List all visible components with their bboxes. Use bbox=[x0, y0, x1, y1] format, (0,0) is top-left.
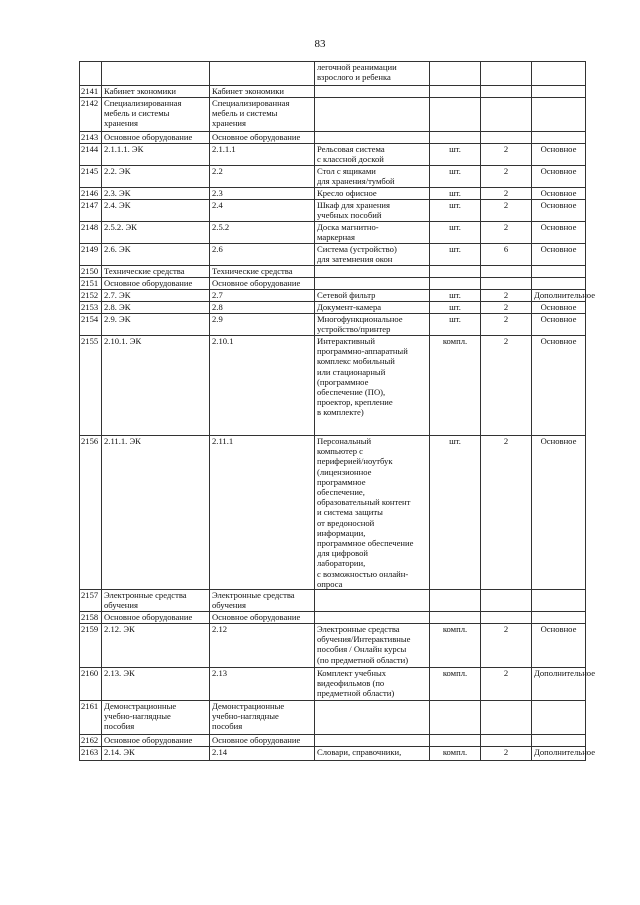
cell-name: Персональный компьютер с периферией/ноутбук (лицензионное программное обеспечение, образовательный контент и система защиты от вредоносной информации, программное обеспечение для цифровой лаборатории, с возможностью онлайн- опроса bbox=[315, 436, 430, 590]
cell-unit: шт. bbox=[430, 166, 481, 188]
cell-name: легочной реанимации взрослого и ребенка bbox=[315, 62, 430, 86]
table-row bbox=[80, 132, 586, 144]
cell-type bbox=[532, 62, 586, 86]
cell-name bbox=[315, 701, 430, 735]
table-row bbox=[80, 200, 586, 222]
cell-unit bbox=[430, 266, 481, 278]
cell-code: Специализированная мебель и системы хранения bbox=[102, 98, 210, 132]
cell-section: 2.1.1.1 bbox=[210, 144, 315, 166]
cell-qty: 2 bbox=[481, 624, 532, 668]
cell-unit bbox=[430, 132, 481, 144]
cell-unit bbox=[430, 98, 481, 132]
cell-section bbox=[210, 62, 315, 86]
cell-qty: 2 bbox=[481, 188, 532, 200]
cell-section: Основное оборудование bbox=[210, 132, 315, 144]
cell-code: Демонстрационные учебно-наглядные пособия bbox=[102, 701, 210, 735]
cell-unit: шт. bbox=[430, 188, 481, 200]
cell-name: Система (устройство) для затемнения окон bbox=[315, 244, 430, 266]
cell-name: Стол с ящиками для хранения/тумбой bbox=[315, 166, 430, 188]
cell-type bbox=[532, 98, 586, 132]
cell-qty bbox=[481, 98, 532, 132]
cell-num: 2143 bbox=[80, 132, 102, 144]
cell-type: Основное bbox=[532, 222, 586, 244]
cell-unit bbox=[430, 590, 481, 612]
table-row bbox=[80, 244, 586, 266]
cell-code: Технические средства bbox=[102, 266, 210, 278]
cell-unit: шт. bbox=[430, 144, 481, 166]
cell-type: Основное bbox=[532, 144, 586, 166]
cell-unit: шт. bbox=[430, 314, 481, 336]
cell-code: Электронные средства обучения bbox=[102, 590, 210, 612]
cell-type: Основное bbox=[532, 624, 586, 668]
cell-type bbox=[532, 701, 586, 735]
page-number: 83 bbox=[314, 38, 326, 50]
cell-unit bbox=[430, 612, 481, 624]
cell-qty: 2 bbox=[481, 302, 532, 314]
cell-num: 2156 bbox=[80, 436, 102, 590]
cell-code: Основное оборудование bbox=[102, 132, 210, 144]
cell-code bbox=[102, 62, 210, 86]
cell-name bbox=[315, 266, 430, 278]
table-row bbox=[80, 86, 586, 98]
cell-section: Основное оборудование bbox=[210, 612, 315, 624]
cell-unit bbox=[430, 62, 481, 86]
cell-num: 2147 bbox=[80, 200, 102, 222]
cell-name: Шкаф для хранения учебных пособий bbox=[315, 200, 430, 222]
cell-code: 2.7. ЭК bbox=[102, 290, 210, 302]
cell-type: Основное bbox=[532, 166, 586, 188]
cell-type bbox=[532, 132, 586, 144]
cell-section: 2.14 bbox=[210, 747, 315, 761]
cell-qty: 2 bbox=[481, 144, 532, 166]
cell-code: 2.10.1. ЭК bbox=[102, 336, 210, 436]
cell-section: Специализированная мебель и системы хранения bbox=[210, 98, 315, 132]
cell-section: 2.10.1 bbox=[210, 336, 315, 436]
cell-code: Основное оборудование bbox=[102, 735, 210, 747]
cell-section: 2.2 bbox=[210, 166, 315, 188]
cell-section: 2.5.2 bbox=[210, 222, 315, 244]
table-row bbox=[80, 701, 586, 735]
cell-code: 2.11.1. ЭК bbox=[102, 436, 210, 590]
cell-qty bbox=[481, 701, 532, 735]
cell-name bbox=[315, 98, 430, 132]
cell-unit: шт. bbox=[430, 436, 481, 590]
cell-type bbox=[532, 266, 586, 278]
cell-qty bbox=[481, 62, 532, 86]
cell-code: 2.5.2. ЭК bbox=[102, 222, 210, 244]
cell-section: 2.9 bbox=[210, 314, 315, 336]
cell-qty bbox=[481, 86, 532, 98]
cell-code: 2.6. ЭК bbox=[102, 244, 210, 266]
cell-num: 2157 bbox=[80, 590, 102, 612]
table-row bbox=[80, 336, 586, 436]
cell-num: 2161 bbox=[80, 701, 102, 735]
cell-unit: шт. bbox=[430, 302, 481, 314]
cell-qty: 2 bbox=[481, 747, 532, 761]
cell-section: Основное оборудование bbox=[210, 735, 315, 747]
table-row bbox=[80, 144, 586, 166]
table-row bbox=[80, 98, 586, 132]
cell-unit: компл. bbox=[430, 624, 481, 668]
cell-type: Основное bbox=[532, 188, 586, 200]
cell-num: 2145 bbox=[80, 166, 102, 188]
cell-qty: 2 bbox=[481, 222, 532, 244]
cell-section: 2.3 bbox=[210, 188, 315, 200]
table-row bbox=[80, 266, 586, 278]
cell-name: Комплект учебных видеофильмов (по предметной области) bbox=[315, 668, 430, 701]
cell-name bbox=[315, 612, 430, 624]
table-row bbox=[80, 188, 586, 200]
cell-unit: шт. bbox=[430, 290, 481, 302]
cell-num: 2148 bbox=[80, 222, 102, 244]
cell-name: Документ-камера bbox=[315, 302, 430, 314]
cell-unit bbox=[430, 86, 481, 98]
cell-num: 2149 bbox=[80, 244, 102, 266]
cell-type: Основное bbox=[532, 200, 586, 222]
cell-num: 2159 bbox=[80, 624, 102, 668]
cell-code: 2.4. ЭК bbox=[102, 200, 210, 222]
cell-type: Основное bbox=[532, 336, 586, 436]
cell-type bbox=[532, 278, 586, 290]
cell-name bbox=[315, 132, 430, 144]
cell-type bbox=[532, 612, 586, 624]
cell-section: 2.12 bbox=[210, 624, 315, 668]
cell-num: 2154 bbox=[80, 314, 102, 336]
table-row bbox=[80, 278, 586, 290]
equipment-table bbox=[79, 61, 596, 761]
cell-type: Основное bbox=[532, 302, 586, 314]
table-row bbox=[80, 436, 586, 590]
table-row bbox=[80, 735, 586, 747]
table-row bbox=[80, 668, 586, 701]
table-row bbox=[80, 624, 586, 668]
cell-name: Сетевой фильтр bbox=[315, 290, 430, 302]
cell-qty: 2 bbox=[481, 290, 532, 302]
table-row bbox=[80, 62, 586, 86]
cell-code: 2.14. ЭК bbox=[102, 747, 210, 761]
cell-code: Основное оборудование bbox=[102, 278, 210, 290]
cell-num: 2160 bbox=[80, 668, 102, 701]
cell-qty: 2 bbox=[481, 668, 532, 701]
cell-unit bbox=[430, 735, 481, 747]
cell-name bbox=[315, 590, 430, 612]
cell-section: 2.4 bbox=[210, 200, 315, 222]
cell-num: 2142 bbox=[80, 98, 102, 132]
cell-unit bbox=[430, 278, 481, 290]
cell-name: Интерактивный программно-аппаратный комплекс мобильный или стационарный (программное обеспечение (ПО), проектор, крепление в комплекте) bbox=[315, 336, 430, 436]
cell-section: Электронные средства обучения bbox=[210, 590, 315, 612]
cell-name bbox=[315, 278, 430, 290]
cell-unit: компл. bbox=[430, 747, 481, 761]
cell-qty: 2 bbox=[481, 436, 532, 590]
cell-num: 2152 bbox=[80, 290, 102, 302]
cell-qty bbox=[481, 735, 532, 747]
cell-name bbox=[315, 735, 430, 747]
cell-name: Словари, справочники, bbox=[315, 747, 430, 761]
cell-unit bbox=[430, 701, 481, 735]
cell-num: 2153 bbox=[80, 302, 102, 314]
cell-name: Доска магнитно- маркерная bbox=[315, 222, 430, 244]
cell-num: 2163 bbox=[80, 747, 102, 761]
cell-unit: шт. bbox=[430, 222, 481, 244]
cell-section: 2.7 bbox=[210, 290, 315, 302]
cell-code: 2.9. ЭК bbox=[102, 314, 210, 336]
cell-num: 2144 bbox=[80, 144, 102, 166]
cell-code: Основное оборудование bbox=[102, 612, 210, 624]
cell-qty: 2 bbox=[481, 314, 532, 336]
cell-section: 2.6 bbox=[210, 244, 315, 266]
cell-name: Электронные средства обучения/Интерактивные пособия / Онлайн курсы (по предметной области) bbox=[315, 624, 430, 668]
cell-qty bbox=[481, 590, 532, 612]
cell-qty bbox=[481, 278, 532, 290]
cell-section: Основное оборудование bbox=[210, 278, 315, 290]
cell-type bbox=[532, 735, 586, 747]
cell-name: Многофункциональное устройство/принтер bbox=[315, 314, 430, 336]
cell-unit: шт. bbox=[430, 244, 481, 266]
cell-qty bbox=[481, 612, 532, 624]
cell-type: Основное bbox=[532, 314, 586, 336]
cell-name bbox=[315, 86, 430, 98]
cell-type: Основное bbox=[532, 244, 586, 266]
cell-unit: компл. bbox=[430, 336, 481, 436]
table-row bbox=[80, 314, 586, 336]
cell-num bbox=[80, 62, 102, 86]
cell-qty: 6 bbox=[481, 244, 532, 266]
table-row bbox=[80, 222, 586, 244]
cell-name: Кресло офисное bbox=[315, 188, 430, 200]
cell-name: Рельсовая система с классной доской bbox=[315, 144, 430, 166]
cell-num: 2146 bbox=[80, 188, 102, 200]
cell-type: Основное bbox=[532, 436, 586, 590]
cell-code: 2.8. ЭК bbox=[102, 302, 210, 314]
table-row bbox=[80, 747, 586, 761]
cell-type bbox=[532, 86, 586, 98]
table-row bbox=[80, 166, 586, 188]
cell-qty: 2 bbox=[481, 336, 532, 436]
cell-num: 2151 bbox=[80, 278, 102, 290]
cell-code: 2.13. ЭК bbox=[102, 668, 210, 701]
table-row bbox=[80, 290, 586, 302]
cell-code: Кабинет экономики bbox=[102, 86, 210, 98]
cell-section: Демонстрационные учебно-наглядные пособия bbox=[210, 701, 315, 735]
cell-section: 2.11.1 bbox=[210, 436, 315, 590]
cell-type: Дополнительное bbox=[532, 290, 586, 302]
cell-unit: шт. bbox=[430, 200, 481, 222]
cell-qty bbox=[481, 132, 532, 144]
cell-num: 2155 bbox=[80, 336, 102, 436]
cell-section: 2.8 bbox=[210, 302, 315, 314]
cell-num: 2141 bbox=[80, 86, 102, 98]
cell-code: 2.2. ЭК bbox=[102, 166, 210, 188]
cell-section: 2.13 bbox=[210, 668, 315, 701]
cell-unit: компл. bbox=[430, 668, 481, 701]
cell-num: 2150 bbox=[80, 266, 102, 278]
cell-code: 2.1.1.1. ЭК bbox=[102, 144, 210, 166]
cell-section: Технические средства bbox=[210, 266, 315, 278]
cell-qty: 2 bbox=[481, 200, 532, 222]
table-row bbox=[80, 612, 586, 624]
cell-section: Кабинет экономики bbox=[210, 86, 315, 98]
cell-code: 2.12. ЭК bbox=[102, 624, 210, 668]
cell-qty: 2 bbox=[481, 166, 532, 188]
cell-type: Дополнительное bbox=[532, 747, 586, 761]
cell-num: 2158 bbox=[80, 612, 102, 624]
cell-type: Дополнительное bbox=[532, 668, 586, 701]
cell-code: 2.3. ЭК bbox=[102, 188, 210, 200]
cell-qty bbox=[481, 266, 532, 278]
table-row bbox=[80, 590, 586, 612]
cell-type bbox=[532, 590, 586, 612]
table-row bbox=[80, 302, 586, 314]
cell-num: 2162 bbox=[80, 735, 102, 747]
